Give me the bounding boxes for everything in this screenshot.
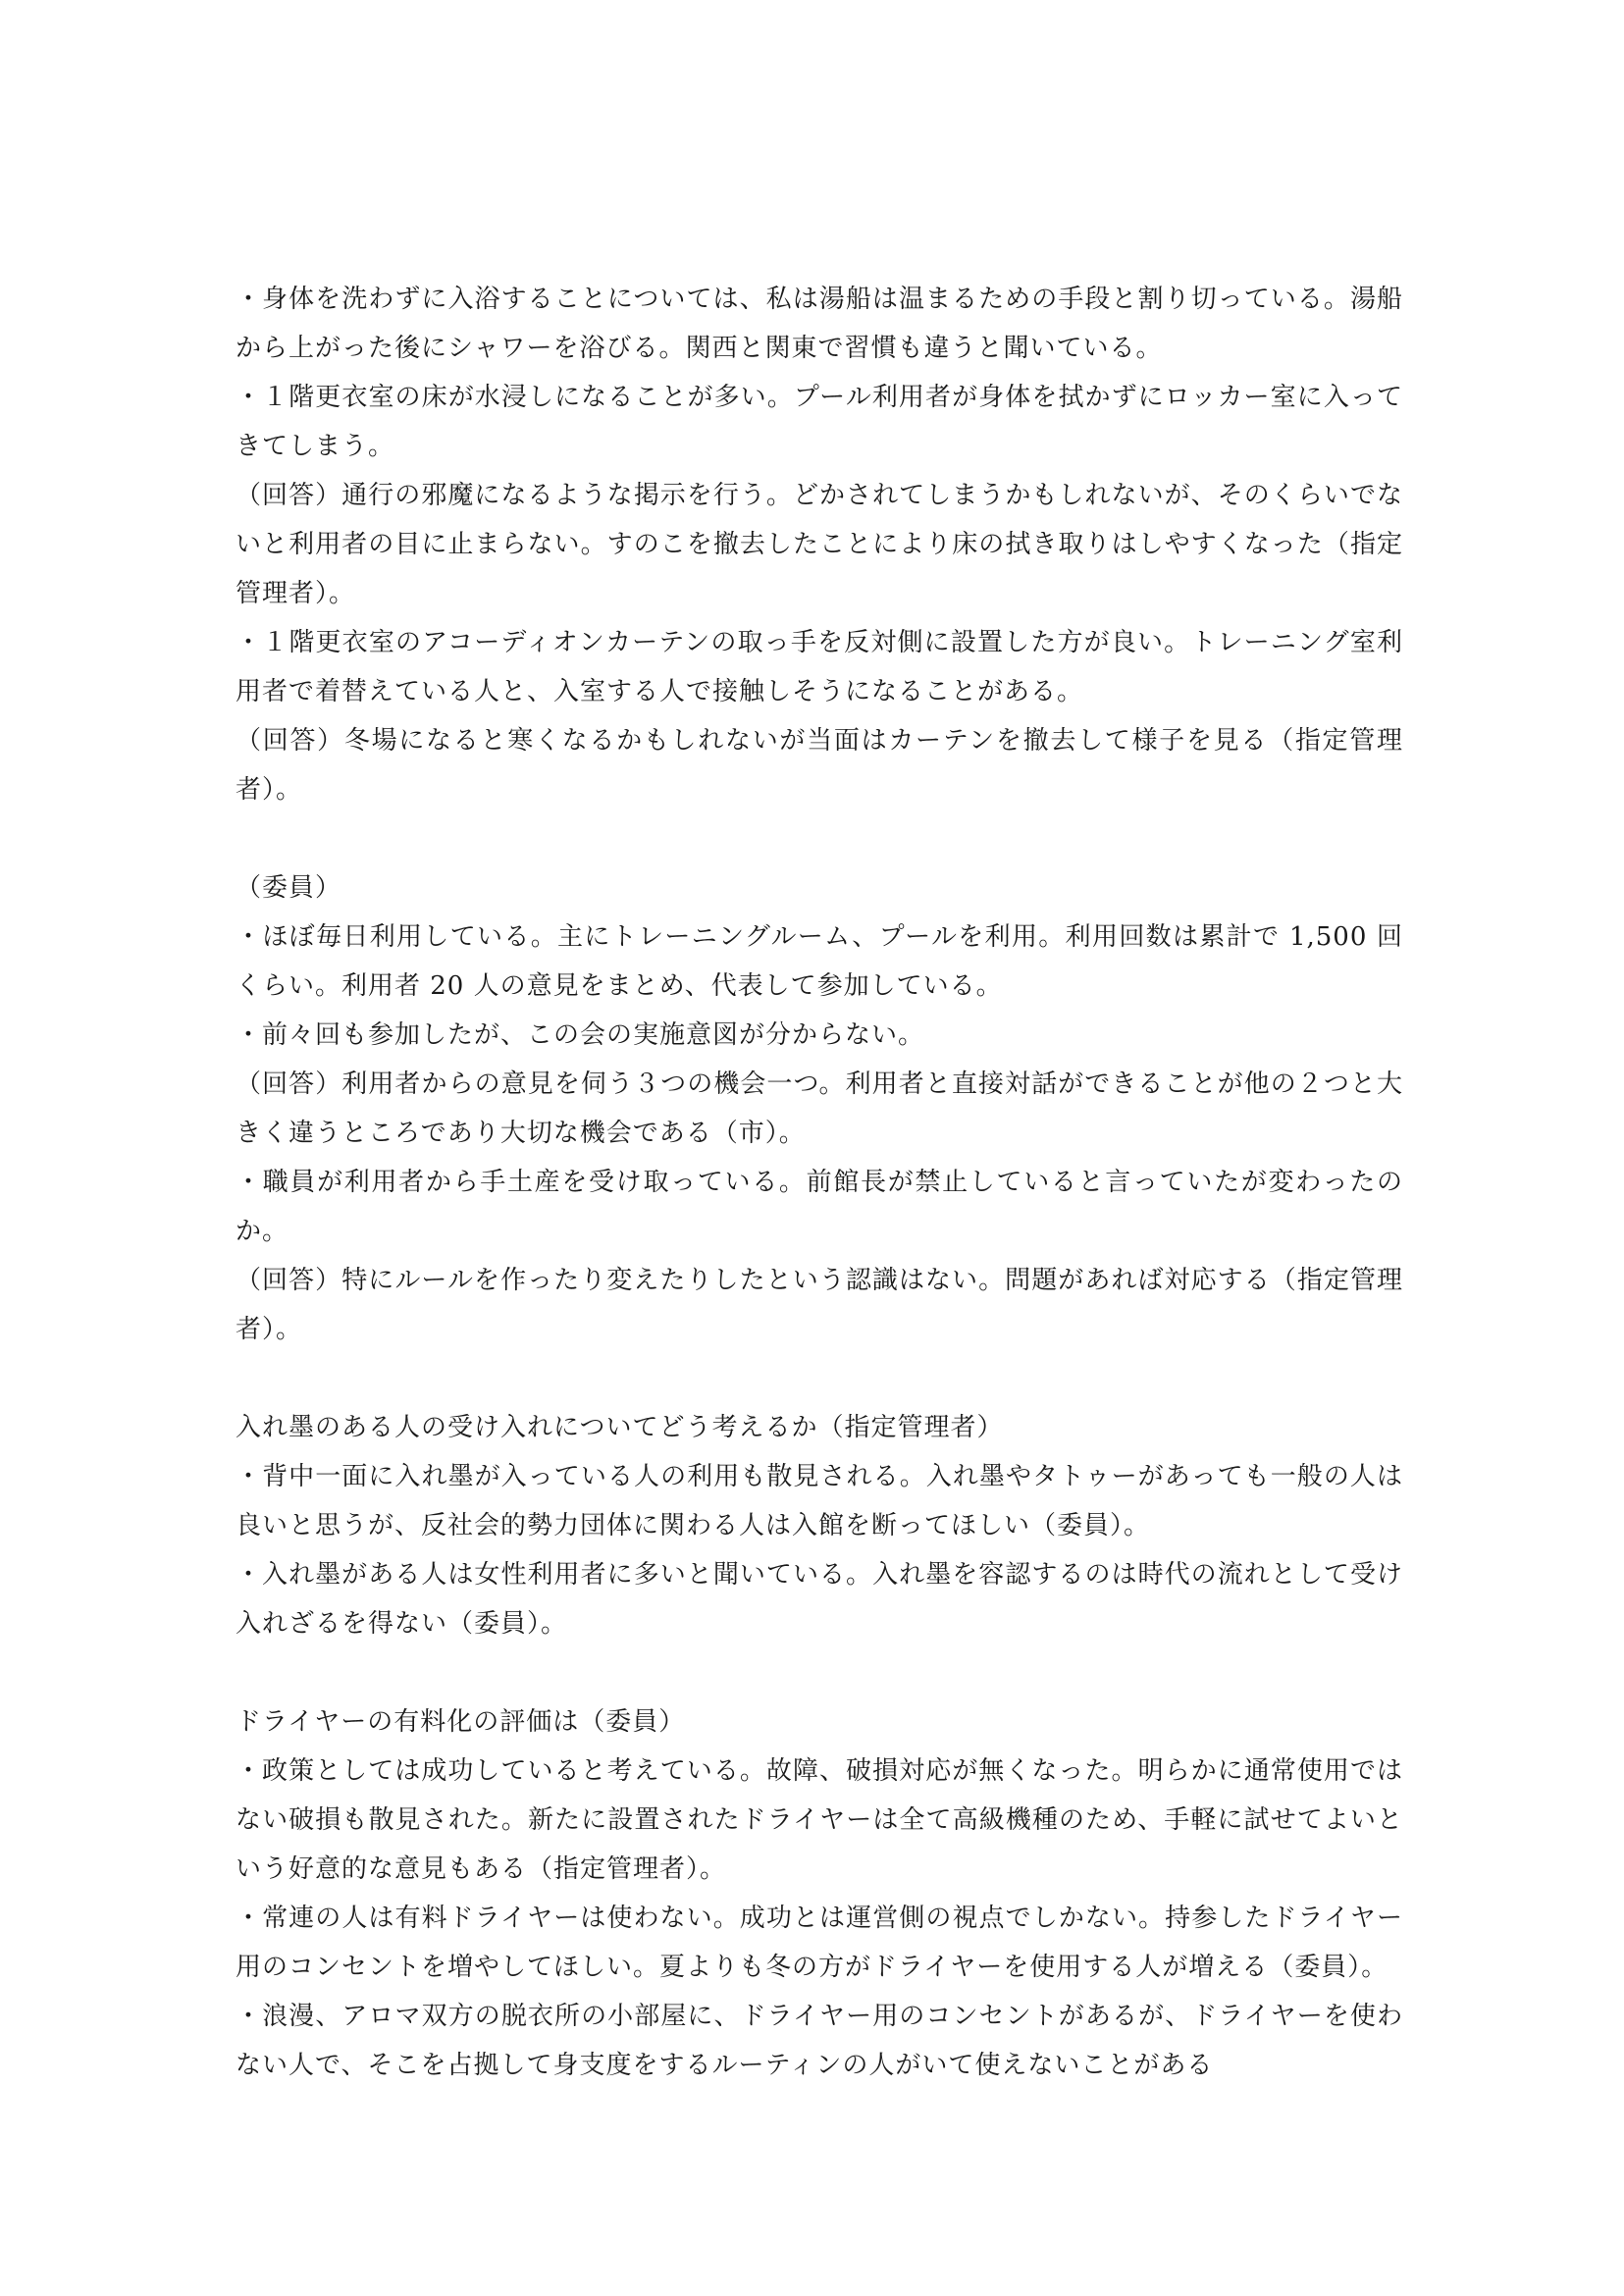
paragraph-bathing-habits: ・身体を洗わずに入浴することについては、私は湯船は温まるための手段と割り切っている。湯船から上がった後にシャワーを浴びる。関西と関東で習慣も違うと聞いている。 bbox=[236, 285, 1403, 363]
paragraph-tattoo-2: ・入れ墨がある人は女性利用者に多いと聞いている。入れ墨を容認するのは時代の流れとして受け入れざるを得ない（委員）。 bbox=[236, 1560, 1403, 1639]
paragraph-meeting-intent-answer: （回答）利用者からの意見を伺う３つの機会一つ。利用者と直接対話ができることが他の２つと大きく違うところであり大切な機会である（市）。 bbox=[236, 1070, 1403, 1148]
section-heading-dryer: ドライヤーの有料化の評価は（委員） bbox=[236, 1707, 686, 1737]
paragraph-dryer-2: ・常連の人は有料ドライヤーは使わない。成功とは運営側の視点でしかない。持参したドライヤー用のコンセントを増やしてほしい。夏よりも冬の方がドライヤーを使用する人が増える（委員）。 bbox=[236, 1904, 1403, 1982]
paragraph-wet-floor-answer: （回答）通行の邪魔になるような掲示を行う。どかされてしまうかもしれないが、そのくらいでないと利用者の目に止まらない。すのこを撤去したことにより床の拭き取りはしやすくなった（指定管理者）。 bbox=[236, 481, 1403, 608]
paragraph-wet-floor: ・１階更衣室の床が水浸しになることが多い。プール利用者が身体を拭かずにロッカー室に入ってきてしまう。 bbox=[236, 383, 1403, 461]
paragraph-curtain-handle: ・１階更衣室のアコーディオンカーテンの取っ手を反対側に設置した方が良い。トレーニング室利用者で着替えている人と、入室する人で接触しそうになることがある。 bbox=[236, 628, 1403, 706]
paragraph-gifts: ・職員が利用者から手土産を受け取っている。前館長が禁止していると言っていたが変わったのか。 bbox=[236, 1168, 1403, 1246]
paragraph-gifts-answer: （回答）特にルールを作ったり変えたりしたという認識はない。問題があれば対応する（指定管理者）。 bbox=[236, 1266, 1403, 1344]
spacer bbox=[236, 1354, 1403, 1403]
body-text bbox=[236, 275, 1403, 2090]
section-heading-tattoo: 入れ墨のある人の受け入れについてどう考えるか（指定管理者） bbox=[236, 1413, 1004, 1442]
paragraph-curtain-answer: （回答）冬場になると寒くなるかもしれないが当面はカーテンを撤去して様子を見る（指定管理者）。 bbox=[236, 726, 1403, 805]
spacer bbox=[236, 1648, 1403, 1697]
spacer bbox=[236, 814, 1403, 863]
section-heading-member: （委員） bbox=[236, 873, 342, 903]
paragraph-tattoo-1: ・背中一面に入れ墨が入っている人の利用も散見される。入れ墨やタトゥーがあっても一般の人は良いと思うが、反社会的勢力団体に関わる人は入館を断ってほしい（委員）。 bbox=[236, 1462, 1403, 1540]
paragraph-dryer-3: ・浪漫、アロマ双方の脱衣所の小部屋に、ドライヤー用のコンセントがあるが、ドライヤーを使わない人で、そこを占拠して身支度をするルーティンの人がいて使えないことがある bbox=[236, 2002, 1403, 2080]
paragraph-dryer-1: ・政策としては成功していると考えている。故障、破損対応が無くなった。明らかに通常使用ではない破損も散見された。新たに設置されたドライヤーは全て高級機種のため、手軽に試せてよいという好意的な意見もある（指定管理者）。 bbox=[236, 1756, 1403, 1884]
paragraph-daily-usage: ・ほぼ毎日利用している。主にトレーニングルーム、プールを利用。利用回数は累計で 1,500 回くらい。利用者 20 人の意見をまとめ、代表して参加している。 bbox=[236, 922, 1403, 1001]
paragraph-meeting-intent: ・前々回も参加したが、この会の実施意図が分からない。 bbox=[236, 1020, 925, 1050]
